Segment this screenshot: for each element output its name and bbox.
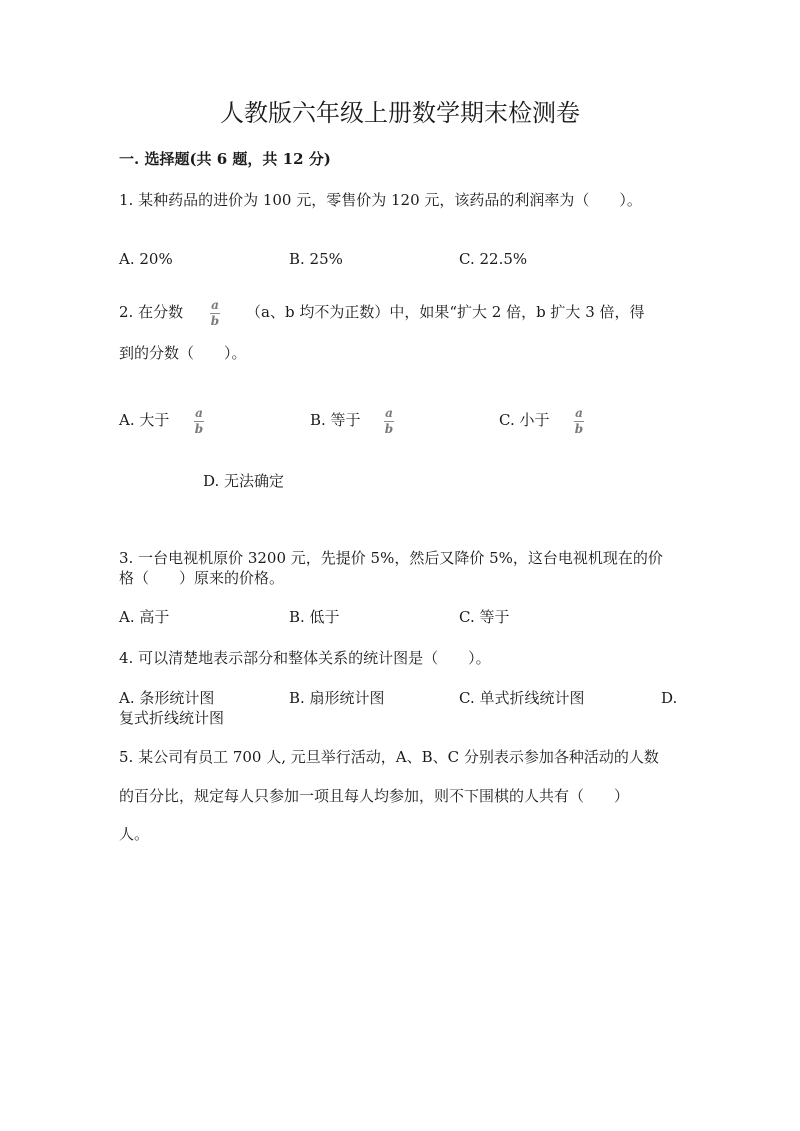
question-3-option-b: B. 低于 bbox=[289, 608, 340, 626]
fraction-numerator: a bbox=[385, 406, 393, 420]
question-3-stem-line-2: 格（ ）原来的价格。 bbox=[119, 569, 285, 587]
question-2-stem-end: 到的分数（ ）。 bbox=[119, 344, 247, 362]
question-4-option-d-letter: D. bbox=[661, 689, 678, 707]
question-1-option-a: A. 20% bbox=[119, 250, 173, 268]
fraction-numerator: a bbox=[575, 406, 583, 420]
question-4-option-c: C. 单式折线统计图 bbox=[459, 689, 585, 707]
fraction-denominator: b bbox=[384, 422, 394, 436]
question-5-stem-line-1: 5. 某公司有员工 700 人, 元旦举行活动，A、B、C 分别表示参加各种活动的人数 bbox=[119, 748, 659, 766]
question-2-fraction bbox=[209, 299, 221, 328]
question-1-option-b: B. 25% bbox=[289, 250, 343, 268]
question-2-option-c: C. 小于 bbox=[499, 411, 550, 429]
question-3-stem-line-1: 3. 一台电视机原价 3200 元，先提价 5%，然后又降价 5%，这台电视机现在的价 bbox=[119, 549, 663, 567]
fraction-numerator: a bbox=[195, 406, 203, 420]
question-4-option-b: B. 扇形统计图 bbox=[289, 689, 385, 707]
question-2-stem-middle: （a、b 均不为正数）中，如果“扩大 2 倍，b 扩大 3 倍，得 bbox=[246, 303, 645, 321]
question-2-option-c-fraction bbox=[573, 407, 585, 436]
fraction-denominator: b bbox=[194, 422, 204, 436]
question-4-option-a: A. 条形统计图 bbox=[119, 689, 215, 707]
question-3-option-c: C. 等于 bbox=[459, 608, 510, 626]
question-2-option-a-fraction bbox=[193, 407, 205, 436]
question-2-option-a: A. 大于 bbox=[119, 411, 170, 429]
fraction-denominator: b bbox=[210, 314, 220, 328]
page-title: 人教版六年级上册数学期末检测卷 bbox=[220, 99, 580, 127]
question-4-option-d-text: 复式折线统计图 bbox=[119, 709, 225, 727]
question-2-option-d: D. 无法确定 bbox=[203, 472, 285, 490]
fraction-denominator: b bbox=[574, 422, 584, 436]
question-2-option-b-fraction bbox=[383, 407, 395, 436]
question-3-option-a: A. 高于 bbox=[119, 608, 170, 626]
question-1-stem: 1. 某种药品的进价为 100 元，零售价为 120 元，该药品的利润率为（ ）。 bbox=[119, 191, 642, 209]
question-5-stem-line-3: 人。 bbox=[119, 825, 150, 843]
question-5-stem-line-2: 的百分比，规定每人只参加一项且每人均参加，则不下围棋的人共有（ ） bbox=[119, 787, 630, 805]
question-4-stem: 4. 可以清楚地表示部分和整体关系的统计图是（ ）。 bbox=[119, 649, 491, 667]
section-heading: 一. 选择题(共 6 题，共 12 分) bbox=[119, 150, 331, 168]
question-2-option-b: B. 等于 bbox=[310, 411, 361, 429]
fraction-numerator: a bbox=[211, 298, 219, 312]
question-2-stem-start: 2. 在分数 bbox=[119, 303, 184, 321]
question-1-option-c: C. 22.5% bbox=[459, 250, 528, 268]
